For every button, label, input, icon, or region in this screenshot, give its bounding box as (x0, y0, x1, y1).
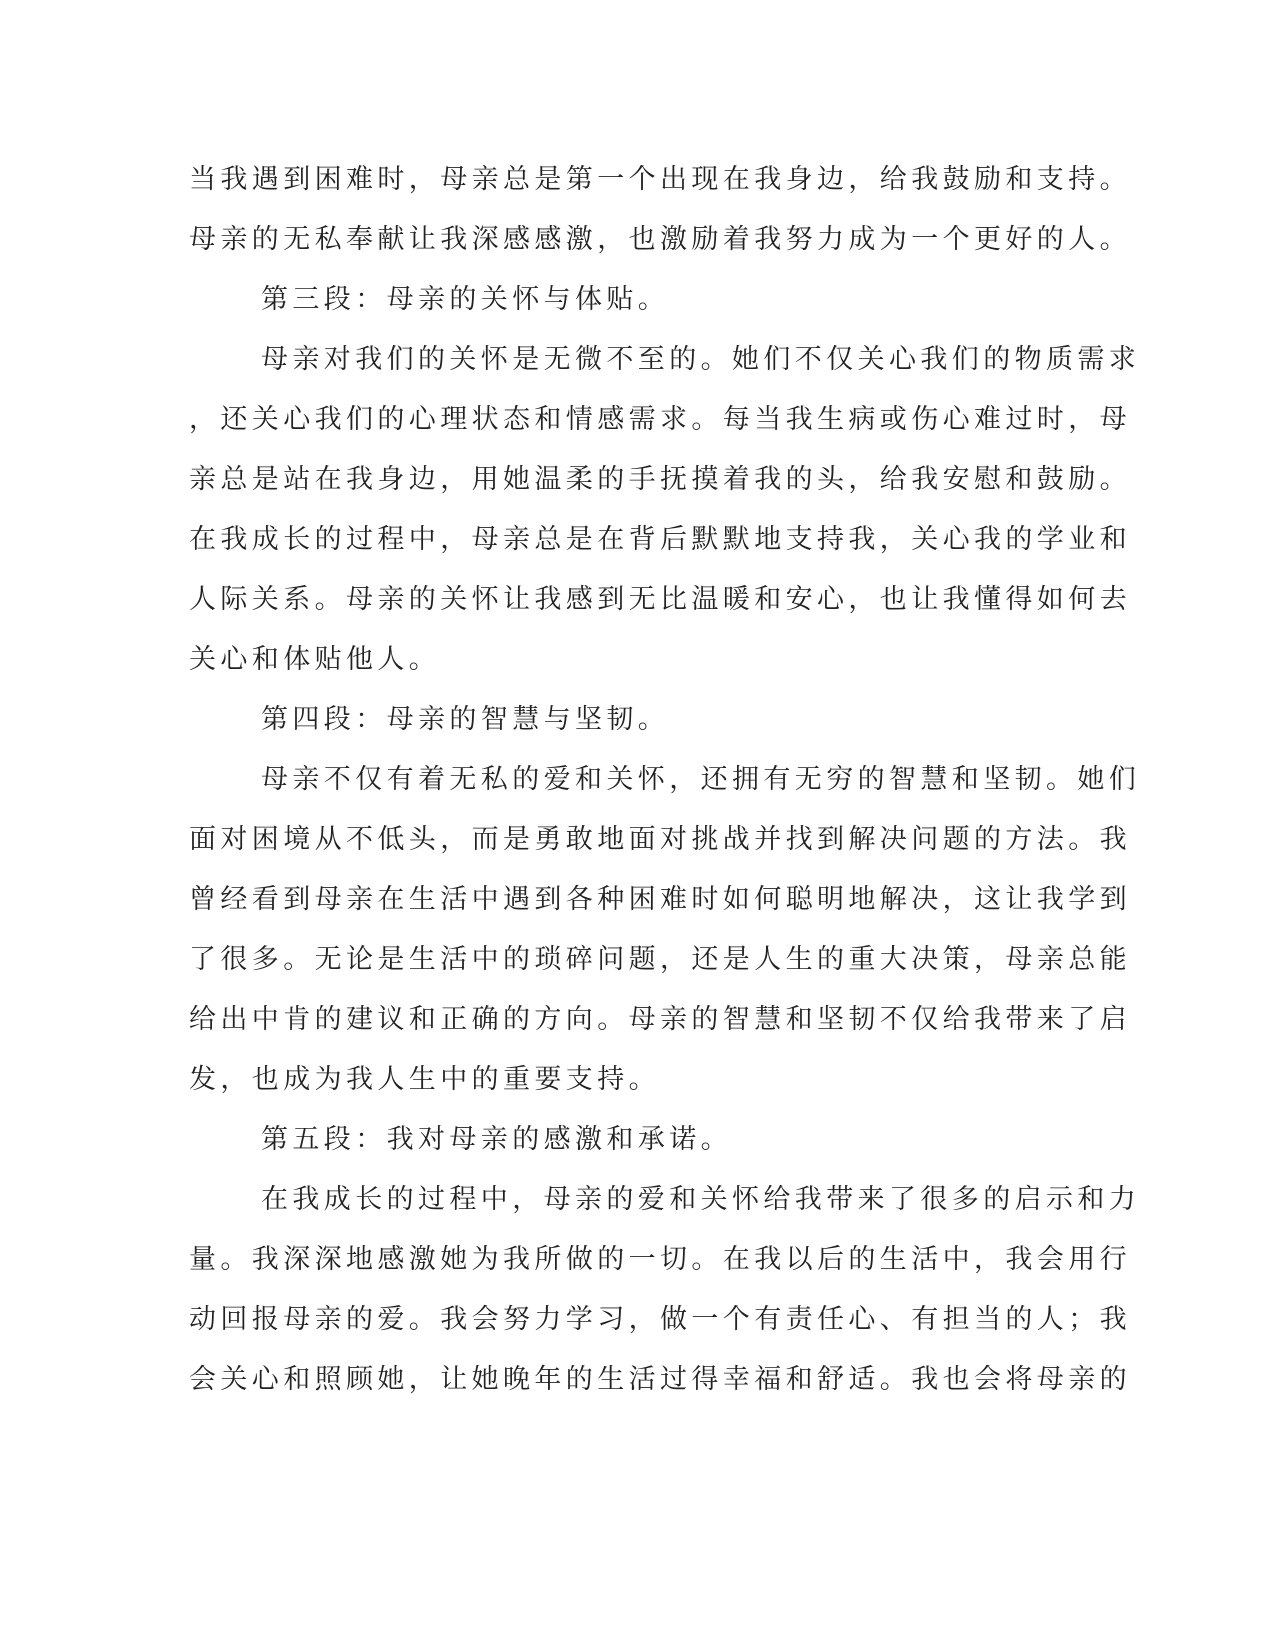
text-line: 在我成长的过程中，母亲总是在背后默默地支持我，关心我的学业和 (189, 524, 1131, 555)
text-line: 关心和体贴他人。 (189, 644, 441, 675)
text-line: 动回报母亲的爱。我会努力学习，做一个有责任心、有担当的人；我 (189, 1304, 1131, 1335)
text-line: 母亲对我们的关怀是无微不至的。她们不仅关心我们的物质需求 (261, 344, 1141, 375)
text-line: 亲总是站在我身边，用她温柔的手抚摸着我的头，给我安慰和鼓励。 (189, 464, 1131, 495)
text-line: ，还关心我们的心理状态和情感需求。每当我生病或伤心难过时，母 (189, 404, 1131, 435)
text-line: 面对困境从不低头，而是勇敢地面对挑战并找到解决问题的方法。我 (189, 824, 1131, 855)
text-line: 人际关系。母亲的关怀让我感到无比温暖和安心，也让我懂得如何去 (189, 584, 1131, 615)
text-line: 曾经看到母亲在生活中遇到各种困难时如何聪明地解决，这让我学到 (189, 884, 1131, 915)
text-line: 会关心和照顾她，让她晚年的生活过得幸福和舒适。我也会将母亲的 (189, 1364, 1131, 1395)
text-line: 母亲不仅有着无私的爱和关怀，还拥有无穷的智慧和坚韧。她们 (261, 764, 1141, 795)
text-line: 给出中肯的建议和正确的方向。母亲的智慧和坚韧不仅给我带来了启 (189, 1004, 1131, 1035)
section-heading: 第五段：我对母亲的感激和承诺。 (261, 1124, 732, 1155)
text-line: 量。我深深地感激她为我所做的一切。在我以后的生活中，我会用行 (189, 1244, 1131, 1275)
text-line: 发，也成为我人生中的重要支持。 (189, 1064, 660, 1095)
text-line: 母亲的无私奉献让我深感感激，也激励着我努力成为一个更好的人。 (189, 224, 1131, 255)
text-line: 当我遇到困难时，母亲总是第一个出现在我身边，给我鼓励和支持。 (189, 164, 1131, 195)
section-heading: 第三段：母亲的关怀与体贴。 (261, 284, 670, 315)
section-heading: 第四段：母亲的智慧与坚韧。 (261, 704, 670, 735)
text-line: 在我成长的过程中，母亲的爱和关怀给我带来了很多的启示和力 (261, 1184, 1141, 1215)
text-line: 了很多。无论是生活中的琐碎问题，还是人生的重大决策，母亲总能 (189, 944, 1131, 975)
